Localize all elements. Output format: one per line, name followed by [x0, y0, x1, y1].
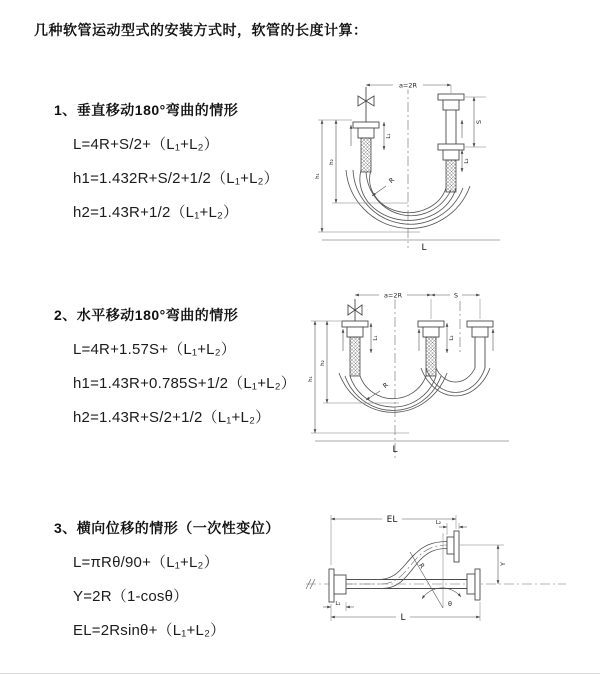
dim-label-l2: L₂: [464, 158, 470, 164]
label-r: R: [387, 175, 397, 185]
flange-upper-position: [438, 94, 464, 100]
formula-length: L=4R+S/2+（L₁+L₂）: [73, 136, 219, 153]
dim-label-h2: h₂: [320, 360, 326, 366]
formula-h1: h1=1.432R+S/2+1/2（L₁+L₂）: [73, 170, 279, 187]
dim-label-h1: h₁: [315, 173, 321, 179]
section-vertical-180-bend: [40, 100, 279, 235]
dimension-l2: [436, 520, 467, 535]
left-pipe-assembly: [342, 299, 368, 376]
upper-flange-assembly: [447, 531, 459, 562]
s-curve-hose: [346, 542, 447, 589]
diagram-lateral-displacement: [298, 505, 590, 657]
diagram-horizontal-180-bend: [303, 283, 577, 475]
dim-label-el: EL: [386, 515, 398, 525]
dim-label-y: Y: [499, 562, 507, 566]
diagram-vertical-180-bend: [308, 70, 580, 257]
flange: [467, 321, 493, 327]
section-horizontal-180-bend: [40, 305, 296, 440]
dim-label-l2: L₂: [449, 335, 455, 341]
radius-leader: [372, 176, 396, 196]
flange-hub: [467, 574, 475, 594]
flange-hub: [334, 575, 346, 594]
label-r: R: [417, 561, 427, 570]
dim-label-h1: h₁: [308, 376, 314, 382]
formula-y: Y=2R（1-cosθ）: [73, 588, 189, 605]
movement-arrows: [343, 329, 493, 351]
dim-label-s: S: [453, 291, 459, 300]
formula-length: L=πRθ/90+（L₁+L₂）: [73, 554, 219, 571]
angle-label: θ: [448, 600, 452, 608]
flange-plate: [454, 531, 459, 562]
flange-hub: [447, 537, 454, 554]
dimension-a-2r: [366, 81, 451, 94]
page-title: 几种软管运动型式的安装方式时，软管的长度计算：: [34, 22, 368, 38]
dimension-l-total: [322, 240, 500, 253]
dim-label-l: L: [421, 243, 427, 253]
flange: [342, 321, 368, 327]
flange: [418, 321, 444, 327]
formula-length: L=4R+1.57S+（L₁+L₂）: [73, 341, 236, 358]
dim-label-l1: L₁: [373, 335, 379, 341]
dim-label-s: S: [475, 119, 483, 125]
right-pipe-assembly: [467, 321, 493, 368]
page-bottom-edge: [0, 673, 600, 674]
right-pipe-assembly: [438, 94, 464, 192]
formula-el: EL=2Rsinθ+（L₁+L₂）: [73, 622, 226, 639]
section-heading: 1、垂直移动180°弯曲的情形: [54, 102, 239, 118]
dim-label-a2r: a=2R: [398, 81, 418, 90]
dimension-l-total: [331, 602, 480, 623]
dimension-l1: [323, 601, 354, 611]
dim-label-l: L: [400, 613, 406, 623]
dim-label-h2: h₂: [329, 159, 335, 165]
dimension-s: [431, 291, 480, 300]
dim-label-l2: L₂: [435, 520, 441, 526]
dimension-s: [465, 97, 486, 147]
flange: [353, 122, 379, 128]
dim-label-a2r: a=2R: [383, 291, 403, 300]
dim-label-l: L: [392, 445, 398, 455]
left-pipe-assembly: [353, 87, 379, 172]
section-heading: 2、水平移动180°弯曲的情形: [54, 307, 239, 323]
formula-h2: h2=1.43R+S/2+1/2（L₁+L₂）: [73, 409, 271, 426]
label-r: R: [381, 380, 391, 390]
flange-plate: [329, 569, 334, 602]
section-heading: 3、横向位移的情形（一次性变位）: [54, 520, 280, 536]
braided-hose: [446, 160, 456, 192]
dimension-l1: [371, 323, 379, 353]
section-lateral-displacement: [40, 518, 280, 653]
radius-construction: [410, 533, 443, 608]
formula-h2: h2=1.43R+1/2（L₁+L₂）: [73, 204, 239, 221]
dim-label-l1: L₁: [386, 133, 392, 139]
dim-label-l1: L₁: [335, 601, 341, 607]
dimension-l-total: [315, 441, 509, 455]
formula-h1: h1=1.43R+0.785S+1/2（L₁+L₂）: [73, 375, 296, 392]
braided-hose: [350, 337, 360, 376]
hose-u-arcs-left: [339, 373, 447, 412]
flange-plate: [475, 569, 480, 600]
dimension-l2: [447, 323, 455, 353]
flange-lower-position: [438, 144, 464, 150]
dimension-l2: [462, 150, 470, 172]
left-flange-assembly: [329, 569, 346, 602]
middle-pipe-assembly: [418, 321, 444, 376]
braided-hose: [361, 138, 371, 172]
braided-hose: [426, 337, 436, 376]
dimension-l1: [384, 122, 392, 150]
